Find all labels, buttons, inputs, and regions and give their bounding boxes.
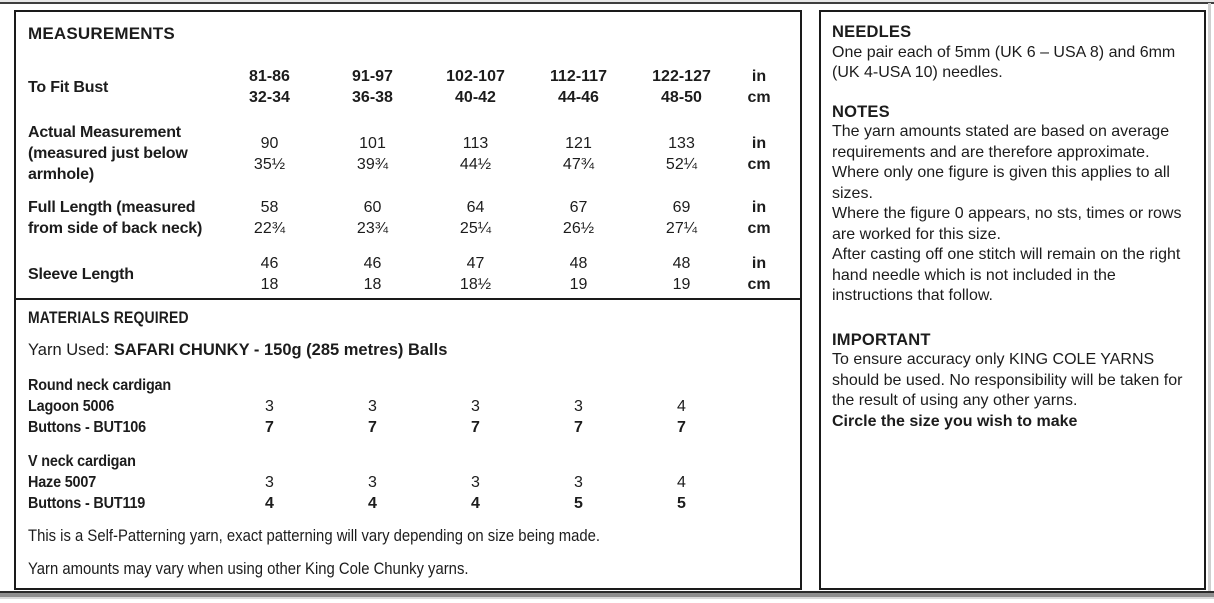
ball-count-cell: 3 (265, 474, 274, 491)
value-bottom: 19 (569, 276, 588, 293)
unit-in-label: in (751, 199, 767, 216)
value-cell (321, 133, 424, 175)
important-text: To ensure accuracy only KING COLE YARNS should be used. No responsibility will be taken for the result of using any other yarns. (832, 351, 1183, 409)
ball-count-cell: 3 (471, 474, 480, 491)
value-cell (321, 253, 424, 295)
value-bottom: 32-34 (249, 89, 290, 106)
material-row-buttons-but119 (28, 493, 800, 514)
value-cell (218, 66, 321, 108)
button-count-cell: 5 (677, 495, 686, 512)
value-bottom: 25¼ (459, 220, 492, 237)
material-label: Haze 5007 (28, 474, 97, 491)
ball-count-cell: 3 (574, 398, 583, 415)
value-cell (527, 66, 630, 108)
needles-text: One pair each of 5mm (UK 6 – USA 8) and 6mm (UK 4-USA 10) needles. (832, 43, 1176, 81)
ball-count-cell: 3 (265, 398, 274, 415)
value-cell (321, 197, 424, 239)
measurement-row-sleeve-length (28, 253, 800, 295)
ball-count-cell: 4 (677, 398, 686, 415)
value-top: 81-86 (249, 68, 290, 85)
value-bottom: 39¾ (356, 155, 389, 173)
notes-title: NOTES (832, 102, 890, 121)
measurements-table (28, 66, 800, 295)
value-cell (527, 197, 630, 239)
important-instruction: Circle the size you wish to make (832, 412, 1078, 430)
value-cell (424, 66, 527, 108)
value-top: 90 (260, 134, 279, 152)
value-top: 46 (363, 255, 382, 272)
group-heading-v-neck: V neck cardigan (28, 453, 136, 470)
value-top: 133 (668, 134, 695, 152)
row-label: Sleeve Length (28, 265, 134, 283)
notes-panel (819, 10, 1206, 590)
value-cell (630, 197, 733, 239)
measurements-materials-panel (14, 10, 802, 590)
value-bottom: 48-50 (661, 89, 702, 106)
value-bottom: 19 (672, 276, 691, 293)
row-label: Actual Measurement (measured just below armhole) (28, 124, 188, 183)
page-right-edge (1208, 3, 1211, 595)
notes-line: After casting off one stitch will remain on the right hand needle which is not included in the instructions that follow. (832, 246, 1181, 304)
value-top: 102-107 (446, 68, 505, 85)
value-top: 113 (462, 134, 489, 152)
value-top: 69 (672, 199, 691, 216)
button-count-cell: 7 (265, 419, 274, 436)
value-bottom: 47¾ (562, 155, 595, 173)
value-bottom: 22¾ (253, 220, 286, 237)
value-top: 60 (363, 199, 382, 216)
measurement-row-actual-measurement (28, 122, 800, 185)
unit-cm-label: cm (747, 89, 771, 106)
unit-cm-label: cm (747, 155, 771, 173)
value-top: 91-97 (352, 68, 393, 85)
button-count-cell: 4 (471, 495, 480, 512)
yarn-amounts-note: Yarn amounts may vary when using other King Cole Chunky yarns. (28, 560, 469, 578)
yarn-used-label: Yarn Used: (28, 341, 110, 359)
value-cell (218, 133, 321, 175)
yarn-used-line (28, 340, 800, 361)
page-top-edge (0, 0, 1214, 5)
button-count-cell: 7 (471, 419, 480, 436)
unit-cell (733, 66, 785, 108)
value-top: 64 (466, 199, 485, 216)
unit-cell (733, 197, 785, 239)
value-top: 58 (260, 199, 279, 216)
measurements-title: MEASUREMENTS (28, 24, 175, 43)
material-row-haze (28, 472, 800, 493)
unit-in-label: in (751, 68, 767, 85)
material-label: Buttons - BUT119 (28, 495, 146, 512)
notes-line: Where only one figure is given this applies to all sizes. (832, 164, 1170, 202)
button-count-cell: 5 (574, 495, 583, 512)
value-cell (527, 253, 630, 295)
materials-title: MATERIALS REQUIRED (28, 308, 189, 327)
value-cell (630, 253, 733, 295)
measurement-row-full-length (28, 197, 800, 239)
value-bottom: 52¼ (665, 155, 698, 173)
value-cell (630, 133, 733, 175)
button-count-cell: 4 (265, 495, 274, 512)
ball-count-cell: 3 (574, 474, 583, 491)
value-cell (424, 133, 527, 175)
ball-count-cell: 3 (471, 398, 480, 415)
unit-cm-label: cm (747, 220, 771, 237)
value-top: 101 (359, 134, 386, 152)
notes-line: The yarn amounts stated are based on average requirements and are therefore approximate. (832, 123, 1170, 161)
value-bottom: 35½ (253, 155, 286, 173)
value-bottom: 27¼ (665, 220, 698, 237)
value-bottom: 18½ (459, 276, 492, 293)
value-cell (424, 253, 527, 295)
button-count-cell: 4 (368, 495, 377, 512)
self-patterning-note: This is a Self-Patterning yarn, exact patterning will vary depending on size being made. (28, 527, 601, 545)
unit-in-label: in (751, 255, 767, 272)
ball-count-cell: 3 (368, 474, 377, 491)
materials-section (16, 300, 800, 580)
value-bottom: 44-46 (558, 89, 599, 106)
value-top: 47 (466, 255, 485, 272)
value-cell (218, 197, 321, 239)
measurement-row-to-fit-bust (28, 66, 800, 108)
value-bottom: 18 (260, 276, 279, 293)
needles-title: NEEDLES (832, 23, 912, 41)
value-bottom: 40-42 (455, 89, 496, 106)
row-label: Full Length (measured from side of back neck) (28, 199, 203, 237)
page-bottom-edge (0, 591, 1214, 599)
material-row-buttons-but106 (28, 417, 800, 438)
value-top: 67 (569, 199, 588, 216)
yarn-used-value: SAFARI CHUNKY - 150g (285 metres) Balls (113, 341, 448, 359)
unit-in-label: in (751, 134, 767, 152)
ball-count-cell: 3 (368, 398, 377, 415)
measurements-section (16, 12, 800, 300)
group-heading-round-neck: Round neck cardigan (28, 377, 172, 394)
value-bottom: 18 (363, 276, 382, 293)
button-count-cell: 7 (677, 419, 686, 436)
value-top: 122-127 (652, 68, 711, 85)
row-label: To Fit Bust (28, 78, 109, 96)
material-row-lagoon (28, 396, 800, 417)
notes-line: Where the figure 0 appears, no sts, times or rows are worked for this size. (832, 205, 1182, 243)
button-count-cell: 7 (368, 419, 377, 436)
value-top: 46 (260, 255, 279, 272)
value-cell (321, 66, 424, 108)
unit-cell (733, 253, 785, 295)
important-title: IMPORTANT (832, 330, 931, 349)
value-top: 112-117 (550, 68, 607, 85)
unit-cm-label: cm (747, 276, 771, 293)
value-top: 48 (672, 255, 691, 272)
material-label: Buttons - BUT106 (28, 419, 146, 436)
material-label: Lagoon 5006 (28, 398, 115, 415)
value-top: 48 (569, 255, 588, 272)
value-bottom: 23¾ (356, 220, 389, 237)
value-cell (218, 253, 321, 295)
value-bottom: 26½ (562, 220, 595, 237)
value-cell (630, 66, 733, 108)
ball-count-cell: 4 (677, 474, 686, 491)
value-bottom: 44½ (459, 155, 492, 173)
value-bottom: 36-38 (352, 89, 393, 106)
button-count-cell: 7 (574, 419, 583, 436)
value-cell (424, 197, 527, 239)
value-cell (527, 133, 630, 175)
value-top: 121 (565, 134, 592, 152)
unit-cell (733, 133, 785, 175)
